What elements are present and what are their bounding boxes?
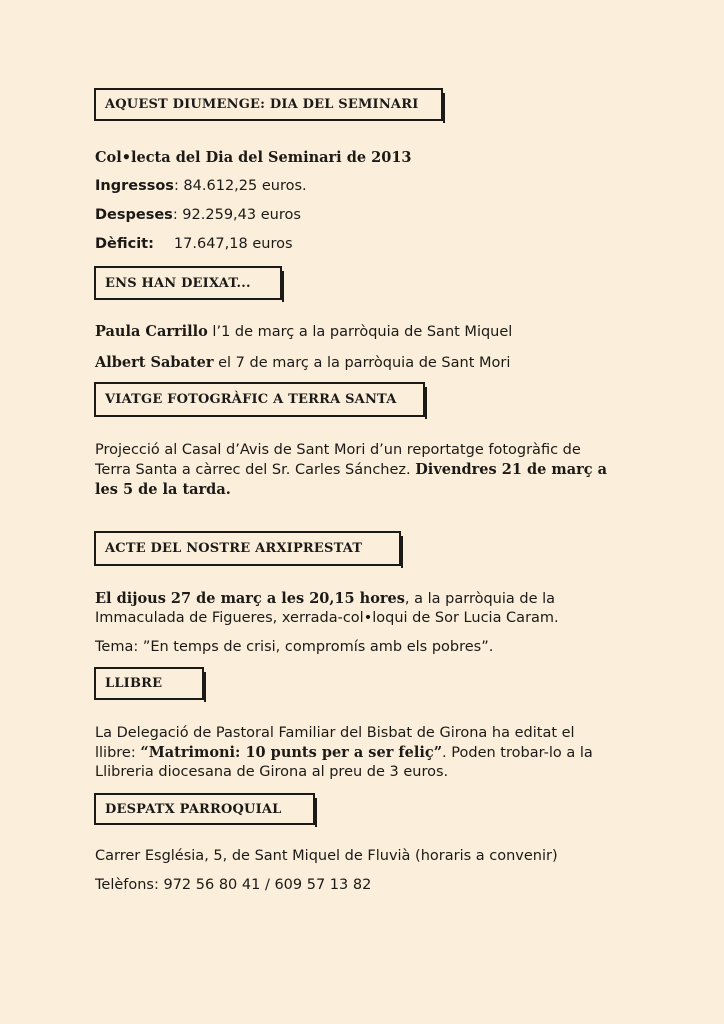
collecta-title: Col•lecta del Dia del Seminari de 2013 [95, 149, 412, 166]
arxiprestat-tema: Tema: ”En temps de crisi, compromís amb els pobres”. [95, 639, 494, 655]
llibre-title: “Matrimoni: 10 punts per a ser feliç” [140, 744, 443, 761]
viatge-heading-box [94, 382, 425, 417]
viatge-date: Divendres 21 de març a les 5 de la tarda. [95, 461, 608, 498]
llibre-heading-box [94, 667, 204, 700]
despatx-address: Carrer Església, 5, de Sant Miquel de Fluvià (horaris a convenir) [95, 848, 558, 864]
deixat-heading: ENS HAN DEIXAT... [105, 275, 251, 291]
despeses-line [95, 207, 301, 223]
ingressos-value: : 84.612,25 euros. [173, 178, 307, 194]
viatge-text: Projecció al Casal d’Avis de Sant Mori d’un reportatge fotogràfic de Terra Santa a càrrec del Sr. Carles Sánchez. [95, 442, 581, 478]
deixat-item-2-text: el 7 de març a la parròquia de Sant Mori [213, 355, 511, 371]
despatx-phones: Telèfons: 972 56 80 41 / 609 57 13 82 [95, 877, 372, 893]
despatx-heading-box [94, 793, 315, 825]
viatge-paragraph [95, 441, 615, 500]
deixat-heading-box [94, 266, 282, 300]
deixat-item-1 [95, 323, 512, 340]
arxiprestat-heading: ACTE DEL NOSTRE ARXIPRESTAT [105, 541, 363, 556]
deixat-item-2 [95, 354, 510, 371]
viatge-heading: VIATGE FOTOGRÀFIC A TERRA SANTA [105, 392, 397, 407]
arxiprestat-heading-box [94, 531, 401, 566]
deixat-item-1-text: l’1 de març a la parròquia de Sant Miquel [207, 324, 513, 340]
seminari-heading-box [94, 88, 443, 121]
arxiprestat-date: El dijous 27 de març a les 20,15 hores [95, 590, 405, 607]
deficit-line [95, 236, 293, 252]
deixat-item-1-name: Paula Carrillo [95, 323, 208, 340]
deficit-label: Dèficit: [95, 236, 154, 252]
llibre-text-1: La Delegació de Pastoral Familiar del Bisbat de Girona ha editat el llibre: [95, 725, 575, 761]
arxiprestat-paragraph [95, 589, 615, 628]
ingressos-label: Ingressos [95, 178, 174, 194]
seminari-heading: AQUEST DIUMENGE: DIA DEL SEMINARI [105, 97, 419, 112]
llibre-heading: LLIBRE [105, 676, 163, 691]
arxiprestat-text: , a la parròquia de la Immaculada de Figueres, xerrada-col•loqui de Sor Lucia Caram. [95, 591, 559, 626]
despeses-label: Despeses [95, 207, 173, 223]
llibre-paragraph [95, 724, 610, 782]
despeses-value: : 92.259,43 euros [172, 207, 301, 223]
despatx-heading: DESPATX PARROQUIAL [105, 801, 282, 817]
deixat-item-2-name: Albert Sabater [95, 354, 214, 371]
llibre-text-2: . Poden trobar-lo a la Llibreria diocesana de Girona al preu de 3 euros. [95, 745, 593, 780]
ingressos-line [95, 178, 307, 194]
deficit-value: 17.647,18 euros [173, 236, 293, 252]
